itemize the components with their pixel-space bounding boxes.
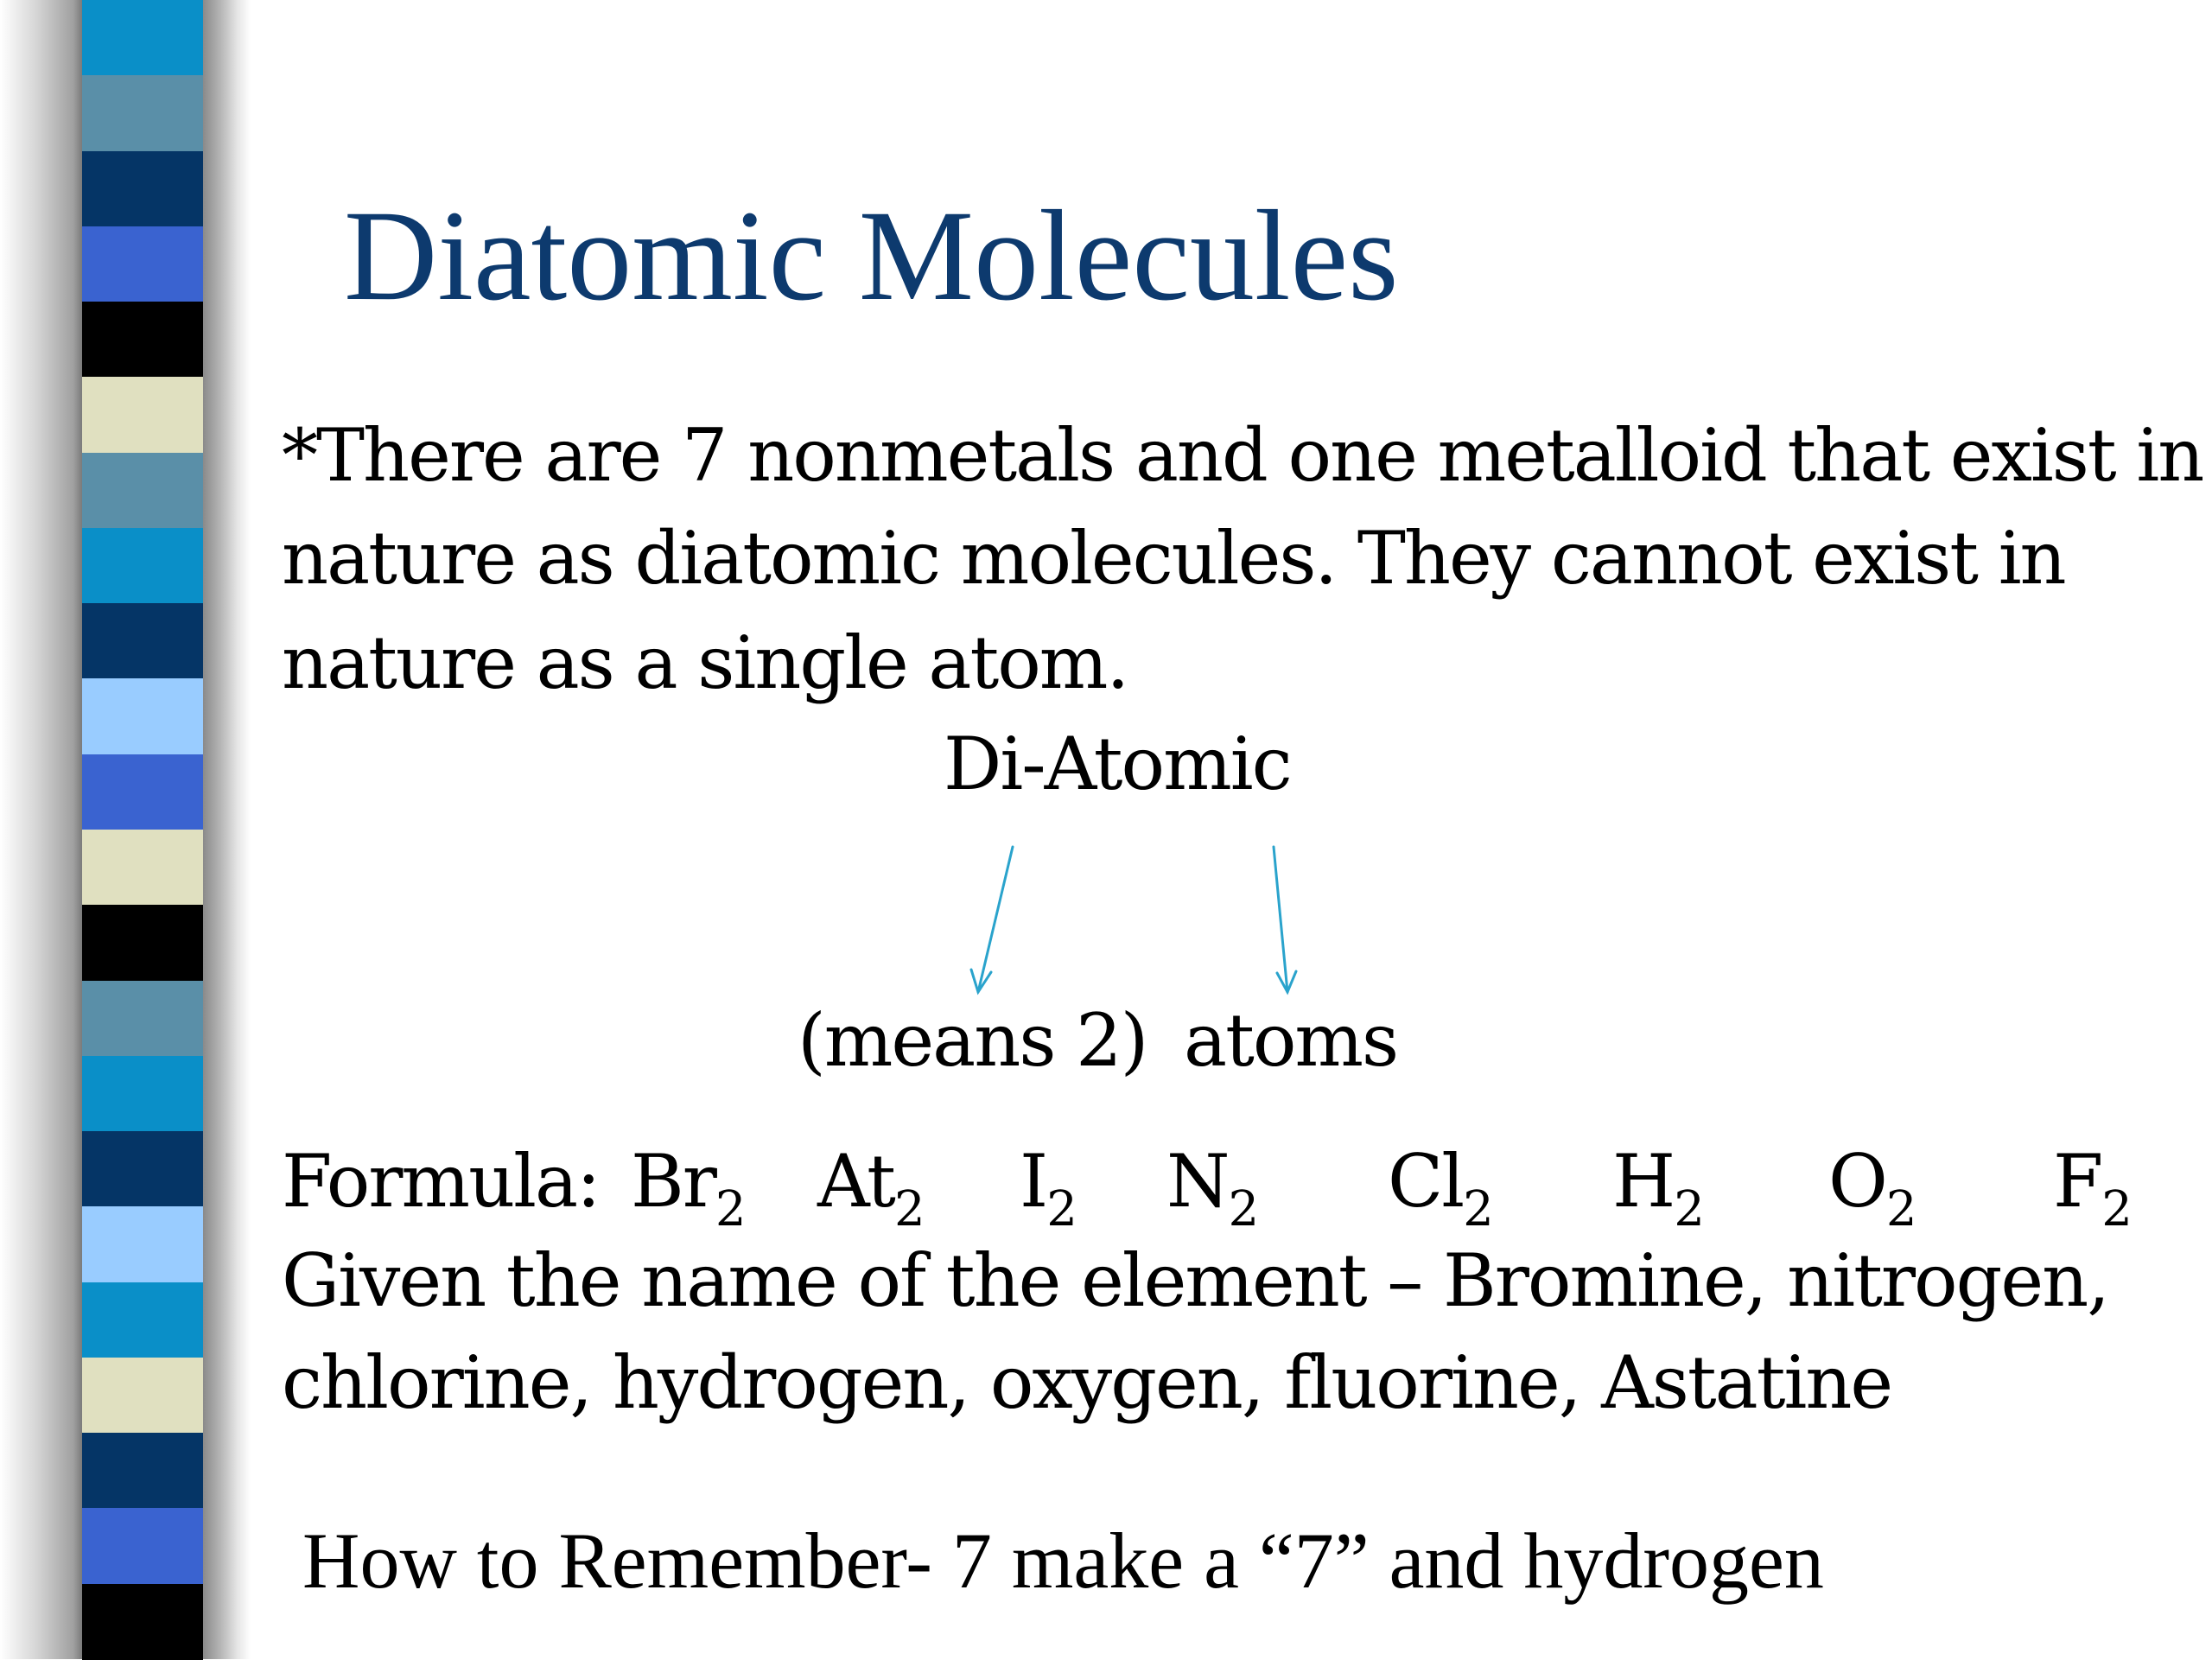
formula-n: $N_2$ [1166, 1139, 1258, 1237]
names-line-2: chlorine, hydrogen, oxygen, fluorine, Astatine [282, 1340, 1892, 1425]
diatomic-word: Di-Atomic [944, 722, 1291, 806]
formula-label: Formula: [282, 1139, 600, 1224]
remember-line: How to Remember- 7 make a “7” and hydrogen [302, 1517, 1824, 1605]
formula-h: $H_2$ [1612, 1139, 1703, 1237]
slide-title: Diatomic Molecules [344, 184, 1399, 328]
formula-o: $O_2$ [1828, 1139, 1916, 1237]
diagram-right-meaning: atoms [1184, 998, 1398, 1083]
formula-br: $Br_2$ [631, 1139, 745, 1237]
arrow-right [1274, 847, 1287, 992]
formula-row [282, 1139, 2183, 1237]
names-line-1: Given the name of the element – Bromine, nitrogen, [282, 1238, 2108, 1323]
intro-line-2: nature as diatomic molecules. They cannot exist in [282, 516, 2065, 601]
intro-line-3: nature as a single atom. [282, 620, 1128, 705]
formula-i: $I_2$ [1020, 1139, 1076, 1237]
diagram-left-meaning: (means 2) [798, 998, 1147, 1083]
formula-at: $At_2$ [817, 1139, 924, 1237]
formula-f: $F_2$ [2053, 1139, 2131, 1237]
arrow-left [978, 847, 1013, 992]
intro-line-1: *There are 7 nonmetals and one metalloid that exist in [282, 413, 2203, 498]
formula-cl: $Cl_2$ [1388, 1139, 1492, 1237]
